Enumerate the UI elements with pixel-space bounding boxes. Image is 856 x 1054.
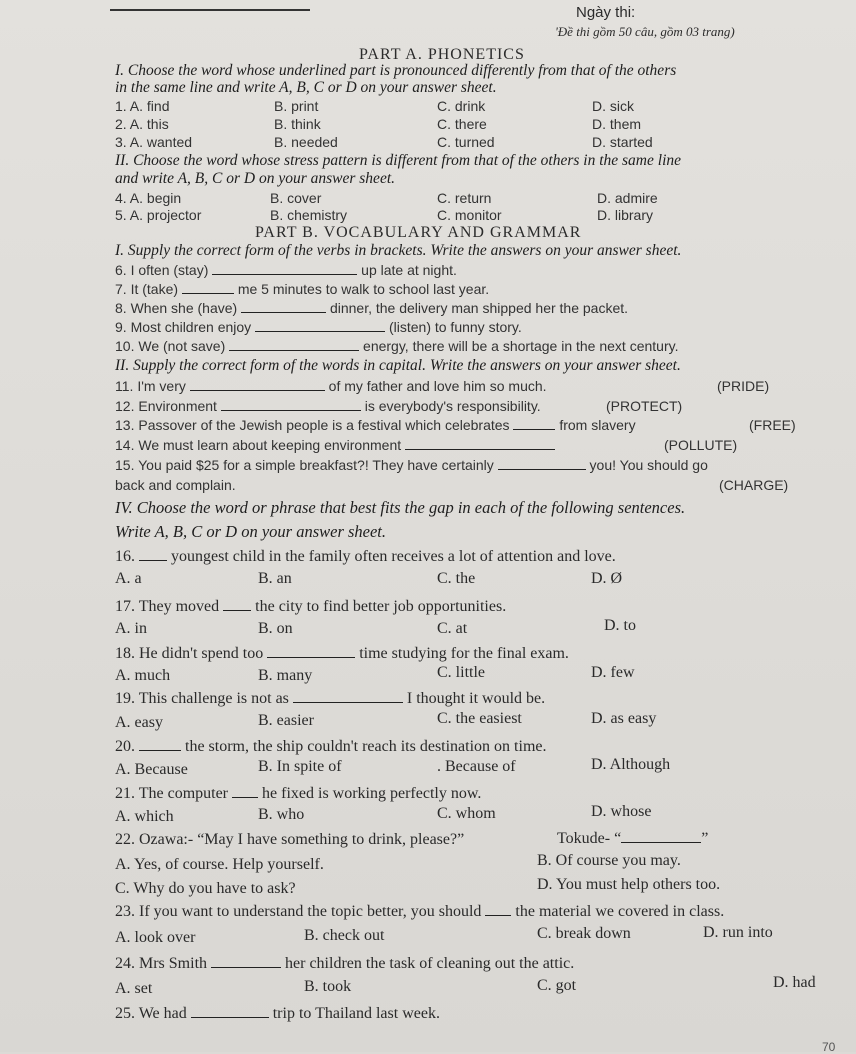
q6-text-a: 6. I often (stay): [115, 262, 209, 278]
q13: [115, 417, 636, 433]
q20-option-d: D. Although: [591, 756, 671, 773]
q21-text-a: 21. The computer: [115, 785, 229, 802]
q15-keyword: (CHARGE): [719, 477, 789, 493]
exam-note: 'Đề thi gồm 50 câu, gồm 03 trang): [555, 24, 735, 39]
q22-option-d: D. You must help others too.: [537, 876, 721, 893]
q9-text-a: 9. Most children enjoy: [115, 319, 252, 335]
q2-option-a: 2. A. this: [115, 116, 169, 132]
q7: [115, 281, 489, 297]
q25: [115, 1005, 440, 1023]
q21-option-b: B. who: [258, 806, 305, 823]
q4-option-b: B. cover: [270, 190, 322, 206]
q25-answer-blank: [191, 1017, 269, 1018]
q5-option-b: B. chemistry: [270, 207, 348, 223]
q2-option-c: C. there: [437, 116, 487, 132]
q16-text-a: 16.: [115, 548, 135, 565]
q22-answer-blank: [621, 842, 701, 843]
part-b-sec2-instr: II. Supply the correct form of the words in capital. Write the answers on your answer sheet.: [115, 357, 681, 374]
q17-option-a: A. in: [115, 620, 147, 637]
q11: [115, 378, 547, 394]
q23-text-b: the material we covered in class.: [515, 903, 725, 920]
q11-text-b: of my father and love him so much.: [328, 378, 547, 394]
q8-text-b: dinner, the delivery man shipped her the packet.: [329, 300, 629, 316]
q11-answer-blank: [190, 390, 325, 391]
q13-answer-blank: [513, 429, 555, 430]
q17-text-b: the city to find better job opportunities.: [255, 598, 507, 615]
part-a-title: PART A. PHONETICS: [359, 46, 525, 63]
q9-answer-blank: [255, 331, 385, 332]
q14-answer-blank: [405, 449, 555, 450]
q18-text-b: time studying for the final exam.: [359, 645, 569, 662]
q18: [115, 645, 569, 663]
q3-option-d: D. started: [592, 134, 653, 150]
q19-answer-blank: [293, 702, 403, 703]
q23-option-c: C. break down: [537, 925, 631, 942]
q16-option-c: C. the: [437, 570, 476, 587]
q12: [115, 398, 541, 414]
q6-answer-blank: [212, 274, 357, 275]
q9: [115, 319, 522, 335]
part-a-sec1-instr-line1: I. Choose the word whose underlined part is pronounced differently from that of the others: [115, 62, 677, 79]
q20-text-a: 20.: [115, 738, 135, 755]
q19-option-d: D. as easy: [591, 710, 657, 727]
q19-option-a: A. easy: [115, 714, 163, 731]
q5-option-a: 5. A. projector: [115, 207, 202, 223]
q23-option-b: B. check out: [304, 927, 385, 944]
q21-answer-blank: [232, 797, 258, 798]
q7-answer-blank: [182, 293, 234, 294]
q20-option-b: B. In spite of: [258, 758, 342, 775]
q11-text-a: 11. I'm very: [115, 378, 186, 394]
q8-text-a: 8. When she (have): [115, 300, 238, 316]
q22-text-a: 22. Ozawa:- “May I have something to drink, please?”: [115, 831, 465, 848]
q12-text-a: 12. Environment: [115, 398, 217, 414]
q24-option-c: C. got: [537, 977, 577, 994]
q13-text-a: 13. Passover of the Jewish people is a festival which celebrates: [115, 417, 510, 433]
q17-answer-blank: [223, 610, 251, 611]
q16-option-d: D. Ø: [591, 570, 623, 587]
q6: [115, 262, 457, 278]
q24-answer-blank: [211, 967, 281, 968]
q21: [115, 785, 481, 803]
q17-option-d: D. to: [604, 617, 636, 634]
q10-answer-blank: [229, 350, 359, 351]
q11-keyword: (PRIDE): [717, 378, 770, 394]
q16-option-a: A. a: [115, 570, 142, 587]
q24-option-d: D. had: [773, 974, 816, 991]
part-b-title: PART B. VOCABULARY AND GRAMMAR: [255, 224, 582, 241]
q15-text-b: you! You should go: [589, 457, 708, 473]
q22-option-c: C. Why do you have to ask?: [115, 880, 296, 897]
q7-text-b: me 5 minutes to walk to school last year.: [237, 281, 490, 297]
part-b-sec4-instr-line2: Write A, B, C or D on your answer sheet.: [115, 522, 387, 541]
q10: [115, 338, 678, 354]
q19-text-a: 19. This challenge is not as: [115, 690, 289, 707]
q25-text-b: trip to Thailand last week.: [272, 1005, 440, 1022]
q19-text-b: I thought it would be.: [406, 690, 546, 707]
q17: [115, 598, 506, 616]
q23-text-a: 23. If you want to understand the topic better, you should: [115, 903, 482, 920]
q4-option-d: D. admire: [597, 190, 658, 206]
q15-continued: back and complain.: [115, 477, 236, 493]
exam-date-label: Ngày thi:: [576, 4, 636, 21]
q3-option-b: B. needed: [274, 134, 338, 150]
part-a-sec2-instr-line2: and write A, B, C or D on your answer sheet.: [115, 170, 395, 187]
q16: [115, 548, 616, 566]
q24-option-a: A. set: [115, 980, 153, 997]
q23-option-a: A. look over: [115, 929, 196, 946]
q20: [115, 738, 546, 756]
q18-option-c: C. little: [437, 664, 485, 681]
q14-keyword: (POLLUTE): [664, 437, 738, 453]
q24-text-a: 24. Mrs Smith: [115, 955, 208, 972]
q20-option-a: A. Because: [115, 761, 188, 778]
q21-text-b: he fixed is working perfectly now.: [262, 785, 482, 802]
q8: [115, 300, 628, 316]
q24-text-b: her children the task of cleaning out the attic.: [285, 955, 575, 972]
q19: [115, 690, 545, 708]
q8-answer-blank: [241, 312, 326, 313]
q14: [115, 437, 555, 453]
q16-option-b: B. an: [258, 570, 292, 587]
q2-option-b: B. think: [274, 116, 321, 132]
q18-option-a: A. much: [115, 667, 171, 684]
q18-option-b: B. many: [258, 667, 313, 684]
q21-option-d: D. whose: [591, 803, 652, 820]
q24-option-b: B. took: [304, 978, 352, 995]
q18-option-d: D. few: [591, 664, 635, 681]
q6-text-b: up late at night.: [361, 262, 457, 278]
q13-text-b: from slavery: [559, 417, 636, 433]
q17-option-b: B. on: [258, 620, 293, 637]
q16-text-b: youngest child in the family often receives a lot of attention and love.: [171, 548, 616, 565]
q25-text-a: 25. We had: [115, 1005, 187, 1022]
q22-reply: [557, 830, 708, 848]
header-rule: [110, 0, 310, 11]
q12-answer-blank: [221, 410, 361, 411]
q5-option-d: D. library: [597, 207, 654, 223]
q10-text-a: 10. We (not save): [115, 338, 226, 354]
q24: [115, 955, 574, 973]
part-a-sec1-instr-line2: in the same line and write A, B, C or D on your answer sheet.: [115, 79, 497, 96]
part-b-sec1-instr: I. Supply the correct form of the verbs in brackets. Write the answers on your answer sheet.: [115, 242, 682, 259]
q1-option-b: B. print: [274, 98, 319, 114]
q12-text-b: is everybody's responsibility.: [364, 398, 541, 414]
q5-option-c: C. monitor: [437, 207, 502, 223]
q15-text-a: 15. You paid $25 for a simple breakfast?! They have certainly: [115, 457, 494, 473]
q21-option-c: C. whom: [437, 805, 496, 822]
q4-option-c: C. return: [437, 190, 492, 206]
q22-option-b: B. Of course you may.: [537, 852, 681, 869]
q13-keyword: (FREE): [749, 417, 796, 433]
q16-answer-blank: [139, 560, 167, 561]
q10-text-b: energy, there will be a shortage in the next century.: [363, 338, 679, 354]
page-corner-number: 70: [822, 1040, 836, 1054]
q23: [115, 903, 724, 921]
q4-option-a: 4. A. begin: [115, 190, 182, 206]
q3-option-a: 3. A. wanted: [115, 134, 193, 150]
q7-text-a: 7. It (take): [115, 281, 179, 297]
q17-option-c: C. at: [437, 620, 468, 637]
q18-text-a: 18. He didn't spend too: [115, 645, 264, 662]
q14-text-a: 14. We must learn about keeping environment: [115, 437, 402, 453]
part-a-sec2-instr-line1: II. Choose the word whose stress pattern is different from that of the others in the same line: [115, 152, 681, 169]
q22: [115, 831, 464, 849]
q15-answer-blank: [498, 469, 586, 470]
q23-option-d: D. run into: [703, 924, 773, 941]
q1-option-d: D. sick: [592, 98, 634, 114]
q1-option-c: C. drink: [437, 98, 486, 114]
q23-answer-blank: [485, 915, 511, 916]
q21-option-a: A. which: [115, 808, 174, 825]
q9-text-b: (listen) to funny story.: [388, 319, 522, 335]
q22-text-b: Tokude- “: [557, 830, 622, 847]
q20-option-c: . Because of: [437, 758, 516, 775]
q3-option-c: C. turned: [437, 134, 495, 150]
q2-option-d: D. them: [592, 116, 642, 132]
q20-answer-blank: [139, 750, 181, 751]
q20-text-b: the storm, the ship couldn't reach its destination on time.: [185, 738, 547, 755]
q19-option-c: C. the easiest: [437, 710, 522, 727]
part-b-sec4-instr-line1: IV. Choose the word or phrase that best fits the gap in each of the following sentences.: [115, 498, 686, 517]
q17-text-a: 17. They moved: [115, 598, 220, 615]
q15: [115, 457, 708, 473]
q22-option-a: A. Yes, of course. Help yourself.: [115, 856, 324, 873]
q19-option-b: B. easier: [258, 712, 314, 729]
q22-text-c: ”: [701, 830, 709, 847]
q1-option-a: 1. A. find: [115, 98, 170, 114]
q18-answer-blank: [267, 657, 355, 658]
q12-keyword: (PROTECT): [606, 398, 683, 414]
